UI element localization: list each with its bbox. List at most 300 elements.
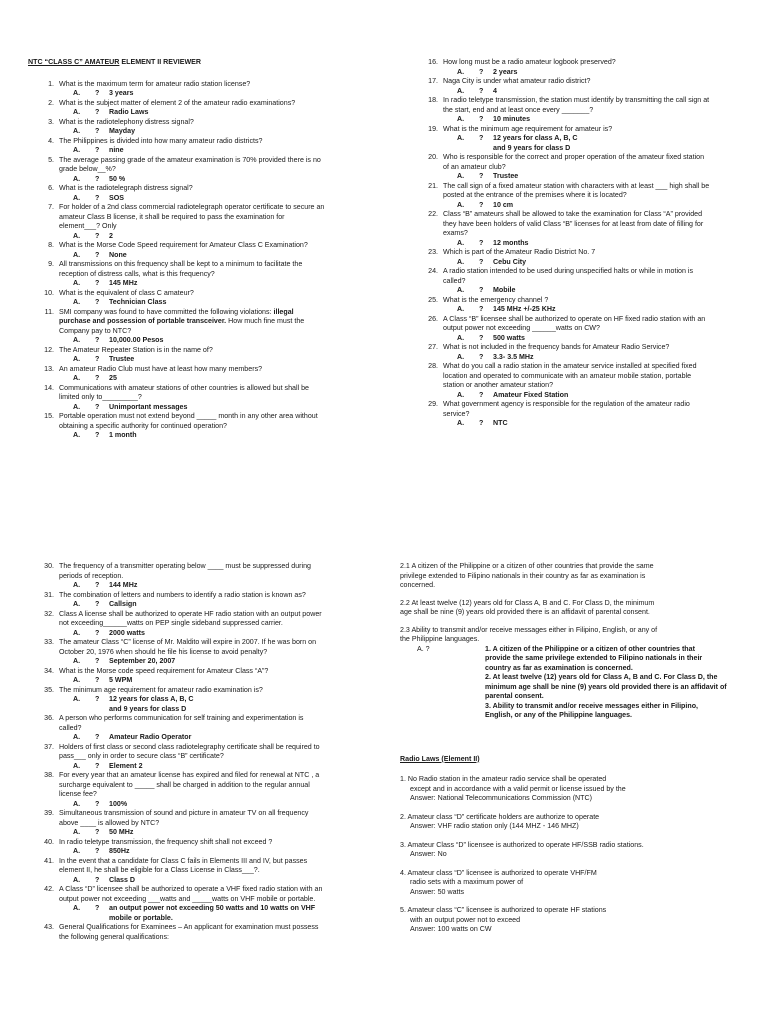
answer-line <box>28 355 368 365</box>
question-line: What is the emergency channel ? <box>443 295 549 304</box>
answer-text: SOS <box>109 193 124 202</box>
answer-letter: A. <box>73 695 81 703</box>
radio-law-item <box>400 906 736 935</box>
answer-letter: A. <box>73 146 81 154</box>
question-number: 34. <box>44 666 54 675</box>
answer-letter: A. <box>457 134 465 142</box>
answer-mark: ? <box>95 657 100 665</box>
question-line: A person who performs communication for self training and experimentation is <box>59 714 304 722</box>
answer-line <box>412 419 742 429</box>
answer-text: 2 years <box>493 67 518 76</box>
answer-text: Class D <box>109 875 136 884</box>
answer-letter: A. <box>73 733 81 741</box>
item-line: Answer: VHF radio station only (144 MHZ - 146 MHZ) <box>410 822 579 830</box>
question-number: 18. <box>428 96 438 104</box>
question-line: called? <box>59 723 82 732</box>
question-line: Class A license shall be authorized to operate HF radio station with an output power <box>59 609 322 618</box>
answer-line <box>412 353 742 363</box>
answer-text: Cebu City <box>493 257 527 266</box>
question-item <box>28 203 368 232</box>
question-line: An amateur Radio Club must have at least how many members? <box>59 364 263 373</box>
question-item <box>28 412 368 431</box>
answer-letter: A. <box>73 628 81 637</box>
answer-line <box>28 581 368 591</box>
question-line: above ____ is allowed by NTC? <box>59 818 160 827</box>
question-item <box>28 156 368 175</box>
answer-mark: ? <box>95 402 100 411</box>
answer-text: 3.3- 3.5 MHz <box>493 352 534 361</box>
question-list <box>28 80 368 441</box>
answer-text: Trustee <box>493 172 519 180</box>
answer-letter: A. <box>457 305 465 313</box>
page-title: NTC “CLASS C” AMATEUR ELEMENT II REVIEWER <box>28 58 202 66</box>
question-line: Who is responsible for the correct and proper operation of the amateur fixed station <box>443 153 705 161</box>
item-line: Answer: National Telecommunications Commission (NTC) <box>410 794 592 802</box>
question-list <box>28 562 368 942</box>
question-number: 10. <box>44 288 54 297</box>
answer-mark: ? <box>95 628 100 637</box>
question-line: What is the Morse code speed requirement for Amateur Class “A”? <box>59 666 269 675</box>
question-number: 38. <box>44 771 54 779</box>
question-line: exams? <box>443 229 468 237</box>
answer-text: 10,000.00 Pesos <box>109 336 164 344</box>
answer-letter: A. <box>73 847 81 855</box>
question-item <box>28 289 368 299</box>
answer-text: 2000 watts <box>109 628 145 637</box>
answer-mark: ? <box>95 828 100 836</box>
item-line: 5. Amateur class “C” licensee is authorized to operate HF stations <box>400 906 607 914</box>
question-line: What is the equivalent of class C amateur? <box>59 288 194 297</box>
question-number: 31. <box>44 590 54 599</box>
question-line: The Amateur Repeater Station is in the name of? <box>59 345 213 354</box>
question-line: output power not exceeding ______watts on CW? <box>443 324 600 332</box>
question-line: element___? Only <box>59 222 117 230</box>
answer-mark: ? <box>95 355 100 363</box>
answer-text: 25 <box>109 374 117 382</box>
answer-line <box>412 286 742 296</box>
answer-line <box>28 232 368 242</box>
answer-line <box>28 695 368 705</box>
item-line: 2. Amateur class “D” certificate holders are authorize to operate <box>400 812 600 821</box>
answer-letter: A. <box>73 250 81 259</box>
question-number: 30. <box>44 562 54 570</box>
answer-line <box>28 904 368 914</box>
answer-text: 12 months <box>493 238 529 247</box>
radio-law-item <box>400 869 736 898</box>
answer-line <box>28 146 368 156</box>
question-number: 20. <box>428 153 438 161</box>
question-item <box>28 308 368 337</box>
answer-line <box>28 657 368 667</box>
question-number: 37. <box>44 742 54 751</box>
question-line: A Class “D” licensee shall be authorized to operate a VHF fixed radio station with an <box>59 885 323 893</box>
answer-line <box>28 374 368 384</box>
question-item <box>28 99 368 109</box>
question-line: posted at the entrance of the premises where it is located? <box>443 191 627 199</box>
answer-text: 2 <box>109 231 113 240</box>
answer-mark: ? <box>479 257 484 266</box>
question-line: Which is part of the Amateur Radio District No. 7 <box>443 248 596 256</box>
question-number: 40. <box>44 837 54 846</box>
question-item <box>28 771 368 800</box>
answer-line <box>28 251 368 261</box>
question-line: In the event that a candidate for Class C fails in Elements III and IV, but passes <box>59 856 308 865</box>
item-line: 4. Amateur class “D” licensee is authorized to operate VHF/FM <box>400 868 597 877</box>
question-number: 26. <box>428 314 438 323</box>
answer-letter: A. <box>73 402 81 411</box>
question-line: The call sign of a fixed amateur station with characters with at least ___ high shall be <box>443 181 710 190</box>
answer-mark: ? <box>479 286 484 294</box>
answer-letter: A. <box>73 193 81 202</box>
question-line: Communications with amateur stations of other countries is allowed but shall be <box>59 383 309 392</box>
answer-mark: ? <box>95 298 100 306</box>
question-item <box>412 343 742 353</box>
question-line: General Qualifications for Examinees – An applicant for examination must possess <box>59 923 319 931</box>
answer-line <box>28 733 368 743</box>
answer-line <box>412 391 742 401</box>
answer-mark: ? <box>95 799 100 808</box>
answer-mark: ? <box>479 67 484 76</box>
answer-text <box>445 645 736 721</box>
question-number: 17. <box>428 77 438 85</box>
question-item <box>28 743 368 762</box>
answer-line: English, or any of the Philippine languages. <box>485 711 633 719</box>
answer-letter: A. <box>73 374 81 382</box>
answer-line <box>412 258 742 268</box>
question-number: 43. <box>44 923 54 931</box>
question-item <box>28 562 368 581</box>
question-number: 7. <box>48 203 54 211</box>
question-line: called? <box>443 276 466 285</box>
question-item <box>28 923 368 942</box>
answer-letter: A. <box>457 390 465 399</box>
question-number: 24. <box>428 267 438 275</box>
question-item <box>412 210 742 239</box>
answer-mark: ? <box>95 231 100 240</box>
answer-mark: ? <box>95 108 100 116</box>
answer-line <box>412 334 742 344</box>
answer-line <box>28 194 368 204</box>
question-number: 33. <box>44 638 54 646</box>
answer-letter: A. <box>457 67 465 76</box>
question-item <box>28 260 368 279</box>
question-line: October 20, 1976 when should he file his license to avoid penalty? <box>59 647 268 656</box>
question-line: What government agency is responsible for the regulation of the amateur radio <box>443 400 690 408</box>
question-emphasis: illegal <box>273 307 294 316</box>
paragraph-line: 2.3 Ability to transmit and/or receive messages either in Filipino, English, or any of <box>400 625 658 634</box>
answer-text: 5 WPM <box>109 676 133 684</box>
answer-mark: ? <box>95 695 100 703</box>
answer-mark: ? <box>479 86 484 95</box>
answer-mark: ? <box>95 374 100 382</box>
question-item <box>28 80 368 90</box>
answer-letter: A. <box>73 657 81 665</box>
question-item <box>28 591 368 601</box>
answer-mark: ? <box>95 193 100 202</box>
answer-line <box>28 175 368 185</box>
question-number: 27. <box>428 343 438 351</box>
answer-mark: ? <box>95 174 100 183</box>
question-item <box>412 248 742 258</box>
section-heading: Radio Laws (Element II) <box>400 754 480 763</box>
question-item <box>412 153 742 172</box>
question-number: 36. <box>44 714 54 722</box>
answer-mark: ? <box>479 352 484 361</box>
answer-text: 12 years for class A, B, C <box>493 134 578 142</box>
question-line: station or another amateur station? <box>443 381 554 389</box>
answer-mark: ? <box>95 89 100 97</box>
question-item <box>28 885 368 904</box>
answer-mark: ? <box>95 146 100 154</box>
question-line: Holders of first class or second class radiotelegraphy certificate shall be required to <box>59 742 320 751</box>
question-line: The average passing grade of the amateur examination is 70% provided there is no <box>59 155 321 164</box>
question-item <box>28 857 368 876</box>
answer-letter: A. <box>73 875 81 884</box>
question-line: In radio teletype transmission, the frequency shift shall not exceed ? <box>59 837 273 846</box>
question-item <box>28 809 368 828</box>
question-number: 22. <box>428 210 438 218</box>
question-item <box>28 838 368 848</box>
question-number: 25. <box>428 295 438 304</box>
question-number: 15. <box>44 412 54 420</box>
qualification-paragraph <box>400 626 736 645</box>
question-line: Simultaneous transmission of sound and picture in amateur TV on all frequency <box>59 809 309 817</box>
answer-letter: A. <box>73 828 81 836</box>
answer-text: NTC <box>493 419 508 427</box>
question-number: 4. <box>48 136 54 145</box>
question-number: 8. <box>48 241 54 249</box>
answer-line <box>412 68 742 78</box>
paragraph-line: the Philippine languages. <box>400 635 480 643</box>
question-line: For holder of a 2nd class commercial radiotelegraph operator certificate to secure an <box>59 203 325 211</box>
answer-line <box>412 172 742 182</box>
question-item <box>28 667 368 677</box>
radio-law-item <box>400 813 736 832</box>
answer-text: Element 2 <box>109 761 143 770</box>
question-number: 19. <box>428 124 438 133</box>
answer-letter: A. <box>73 336 81 344</box>
question-item <box>412 58 742 68</box>
answer-text: 10 cm <box>493 200 514 209</box>
question-line: Portable operation must not extend beyond _____ month in any other area without <box>59 412 318 420</box>
question-item <box>28 137 368 147</box>
question-line: The frequency of a transmitter operating below ____ must be suppressed during <box>59 562 311 570</box>
answer-mark: ? <box>479 390 484 399</box>
question-item <box>28 714 368 733</box>
answer-text: 12 years for class A, B, C <box>109 695 194 703</box>
answer-text: Amateur Radio Operator <box>109 733 192 741</box>
qualification-paragraph <box>400 562 736 591</box>
question-item <box>28 384 368 403</box>
question-item <box>28 638 368 657</box>
answer-line: 1. A citizen of the Philippine or a citizen of other countries that <box>485 644 695 653</box>
answer-text: an output power not exceeding 50 watts and 10 watts on VHF <box>109 904 316 912</box>
question-number: 2. <box>48 98 54 107</box>
answer-mark: ? <box>479 134 484 142</box>
question-line: The amateur Class “C” license of Mr. Maldito will expire in 2007. If he was born on <box>59 638 317 646</box>
answer-text: 100% <box>109 799 128 808</box>
answer-letter: A. <box>73 761 81 770</box>
paragraph-line: 2.2 At least twelve (12) years old for Class A, B and C. For Class D, the minimum <box>400 598 655 607</box>
question-line: element II, he shall be eligible for a Class License in Class___?. <box>59 866 260 874</box>
answer-line <box>28 762 368 772</box>
item-line: radio sets with a maximum power of <box>410 878 524 886</box>
question-number: 3. <box>48 117 54 126</box>
answer-mark: ? <box>479 333 484 342</box>
answer-mark: ? <box>95 581 100 589</box>
question-number: 1. <box>48 79 54 88</box>
answer-text: 4 <box>493 86 497 95</box>
question-line: What is not included in the frequency bands for Amateur Radio Service? <box>443 343 670 351</box>
answer-text: September 20, 2007 <box>109 657 176 665</box>
question-number: 11. <box>44 307 54 316</box>
question-line: What is the radiotelegraph distress signal? <box>59 184 193 192</box>
question-line: The Philippines is divided into how many amateur radio districts? <box>59 136 263 145</box>
answer-text: Unimportant messages <box>109 402 188 411</box>
question-number: 14. <box>44 383 54 392</box>
radio-law-item <box>400 775 736 804</box>
answer-mark: ? <box>479 172 484 180</box>
question-item <box>412 400 742 419</box>
answer-letter: A. <box>457 86 465 95</box>
question-line: surcharge equivalent to _____ shall be charged in addition to the regular annual <box>59 780 310 789</box>
question-line: What is the radiotelephony distress signal? <box>59 117 194 126</box>
question-line: amateur Class B license, it shall be required to pass the examination for <box>59 212 285 221</box>
answer-text: Trustee <box>109 355 135 363</box>
answer-text: 145 MHz +/-25 KHz <box>493 305 556 313</box>
item-line: Answer: 50 watts <box>410 887 465 896</box>
answer-letter: A. <box>73 127 81 135</box>
answer-line <box>28 828 368 838</box>
item-line: 1. No Radio station in the amateur radio service shall be operated <box>400 775 607 783</box>
answer-letter: A. <box>73 108 81 116</box>
question-number: 42. <box>44 885 54 893</box>
question-number: 12. <box>44 345 54 354</box>
paragraph-line: concerned. <box>400 581 436 589</box>
answer-letter: A. <box>73 600 81 608</box>
paragraph-line: 2.1 A citizen of the Philippine or a citizen of other countries that provide the same <box>400 562 654 570</box>
answer-text: nine <box>109 146 124 154</box>
question-item <box>412 296 742 306</box>
answer-mark: ? <box>95 600 100 608</box>
answer-letter: A. <box>457 257 465 266</box>
question-list <box>412 58 742 429</box>
question-line: the following general qualifications: <box>59 932 170 941</box>
answer-line: provide the same privilege extended to Filipino nationals in their <box>485 654 703 662</box>
question-item <box>28 610 368 629</box>
question-line: For every year that an amateur license has expired and filed for renewal at NTC , a <box>59 771 320 779</box>
question-line <box>59 317 368 327</box>
question-number: 41. <box>44 856 54 865</box>
item-line: with an output power not to exceed <box>410 915 521 924</box>
question-number: 16. <box>428 58 438 66</box>
answer-line <box>28 403 368 413</box>
question-item <box>412 77 742 87</box>
column-top-right <box>412 58 742 429</box>
column-bottom-right <box>400 562 736 944</box>
paragraph-line: privilege extended to Filipino nationals in their country as far as examination is <box>400 571 646 580</box>
answer-text: 144 MHz <box>109 581 138 589</box>
question-number: 39. <box>44 809 54 817</box>
answer-line <box>412 134 742 144</box>
question-line: they have been holders of valid Class “B” licenses for at least from date of filling for <box>443 219 704 228</box>
answer-mark: ? <box>95 875 100 884</box>
answer-line: country as far as examination is concerned. <box>485 663 633 672</box>
answer-text: 1 month <box>109 431 137 439</box>
answer-line: 3. Ability to transmit and/or receive messages either in Filipino, <box>485 701 699 710</box>
answer-letter: A. <box>457 333 465 342</box>
answer-line <box>28 629 368 639</box>
radio-laws-list <box>400 775 736 935</box>
paragraph-line: age shall be nine (9) years old provided there is an affidavit of parental consent. <box>400 608 650 616</box>
answer-mark: ? <box>479 115 484 123</box>
answer-text: 850Hz <box>109 847 130 855</box>
question-item <box>412 362 742 391</box>
answer-line <box>28 108 368 118</box>
question-item <box>28 118 368 128</box>
answer-mark: ? <box>95 733 100 741</box>
question-line: What is the subject matter of element 2 of the amateur radio examinations? <box>59 98 296 107</box>
question-line: How long must be a radio amateur logbook preserved? <box>443 58 616 66</box>
question-line: output power not exceeding ___watts and _____watts on VHF mobile or portable. <box>59 894 316 903</box>
answer-letter: A. <box>73 799 81 808</box>
answer-letter: A. <box>457 200 465 209</box>
question-emphasis: purchase and possession of portable transceiver. <box>59 317 227 325</box>
question-number: 13. <box>44 364 54 373</box>
item-line: except and in accordance with a valid permit or license issued by the <box>410 784 626 793</box>
answer-letter: A. <box>73 581 81 589</box>
question-text: How much fine must the <box>226 317 305 325</box>
question-item <box>412 125 742 135</box>
question-number: 9. <box>48 260 54 268</box>
answer-line: minimum age shall be nine (9) years old provided there is an affidavit of <box>485 682 727 691</box>
question-line: license fee? <box>59 790 97 798</box>
question-number: 23. <box>428 248 438 256</box>
answer-letter: A. <box>73 231 81 240</box>
answer-continuation: and 9 years for class D <box>109 704 187 713</box>
question-line: The minimum age requirement for amateur radio examination is? <box>59 685 263 694</box>
answer-mark: ? <box>95 250 100 259</box>
answer-line <box>28 847 368 857</box>
answer-line <box>28 279 368 289</box>
question-line: limited only to_________? <box>59 393 142 401</box>
answer-line: 2. At least twelve (12) years old for Class A, B and C. For Class D, the <box>485 673 718 681</box>
question-line: not exceeding______watts on PEP single sideband suppressed carrier. <box>59 619 283 627</box>
question-line: pass___ only in order to secure class “B” certificate? <box>59 752 224 760</box>
answer-line <box>28 298 368 308</box>
question-line: SMI company was found to have committed the following violations: illegal <box>59 307 294 316</box>
question-line: What do you call a radio station in the amateur service installed at specified fixed <box>443 362 697 370</box>
item-line: 3. Amateur Class “D” licensee is authorized to operate HF/SSB radio stations. <box>400 840 644 849</box>
answer-letter: A. <box>457 115 465 123</box>
question-item <box>28 686 368 696</box>
question-item <box>412 182 742 201</box>
answer-letter: A. <box>73 174 81 183</box>
question-line: grade below__%? <box>59 165 116 173</box>
answer-mark: ? <box>479 305 484 313</box>
qualification-paragraph <box>400 599 736 618</box>
answer-mark: ? <box>479 419 484 427</box>
item-line: Answer: No <box>410 850 447 858</box>
answer-line <box>412 115 742 125</box>
question-item <box>412 315 742 334</box>
answer-text: Radio Laws <box>109 108 149 116</box>
answer-text: None <box>109 250 127 259</box>
answer-letter: A. <box>73 904 81 912</box>
answer-mark: ? <box>95 676 100 684</box>
answer-letter: A. <box>73 298 81 306</box>
answer-line <box>412 239 742 249</box>
